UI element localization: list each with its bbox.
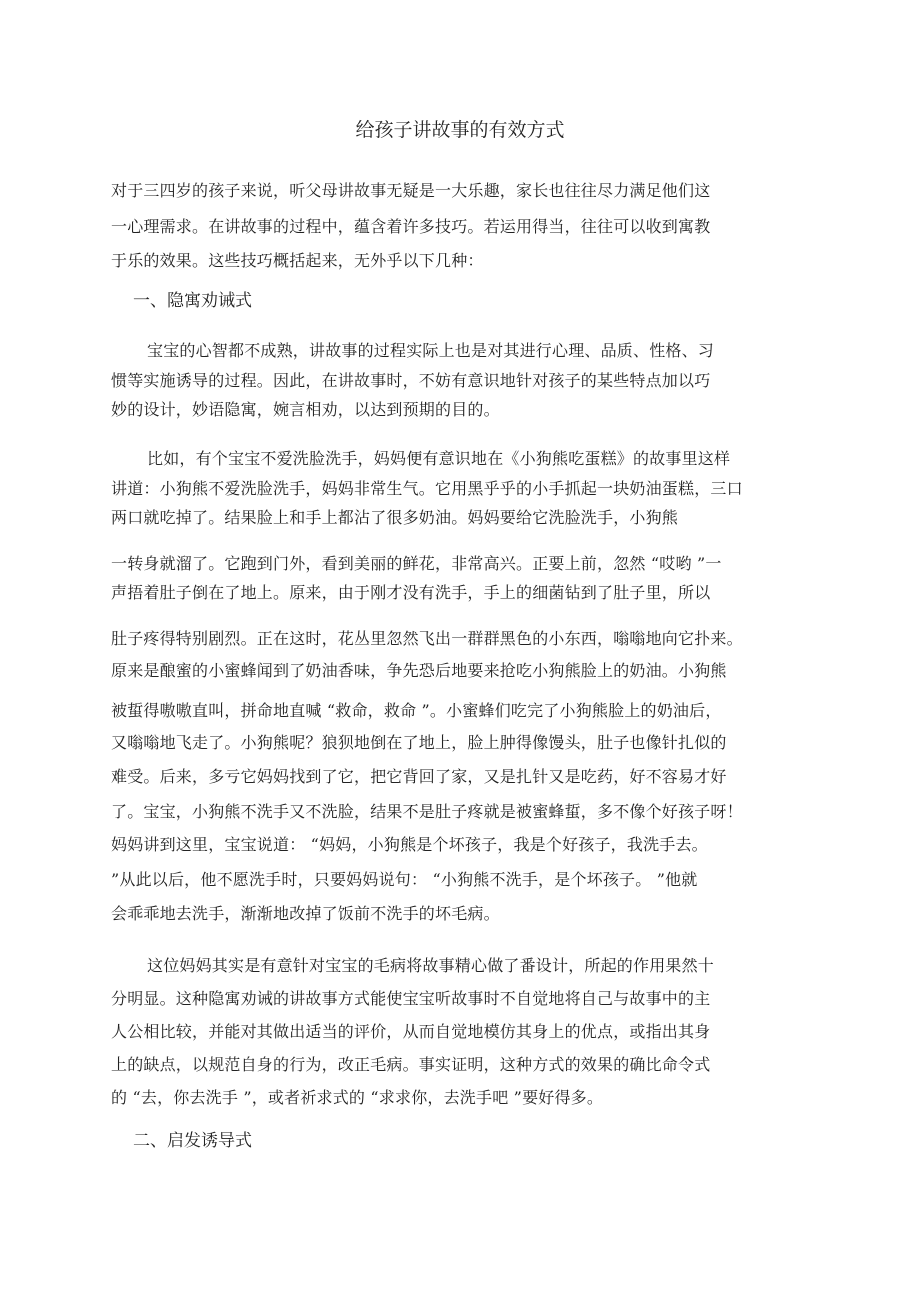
text-line: 又嗡嗡地飞走了。小狗熊呢？狼狈地倒在了地上，脸上肿得像馒头，肚子也像针扎似的 [111, 733, 727, 752]
text-line: 比如，有个宝宝不爱洗脸洗手，妈妈便有意识地在《小狗熊吃蛋糕》的故事里这样 [147, 449, 731, 468]
text-line: 分明显。这种隐寓劝诫的讲故事方式能使宝宝听故事时不自觉地将自己与故事中的主 [111, 989, 711, 1008]
text-line: 这位妈妈其实是有意针对宝宝的毛病将故事精心做了番设计，所起的作用果然十 [147, 956, 715, 975]
text-line: 肚子疼得特别剧烈。正在这时，花丛里忽然飞出一群群黑色的小东西，嗡嗡地向它扑来。 [111, 629, 743, 648]
text-line: 会乖乖地去洗手，渐渐地改掉了饭前不洗手的坏毛病。 [111, 904, 500, 923]
text-line: 上的缺点，以规范自身的行为，改正毛病。事实证明，这种方式的效果的确比命令式 [111, 1055, 711, 1074]
text-line: 两口就吃掉了。结果脸上和手上都沾了很多奶油。妈妈要给它洗脸洗手，小狗熊 [111, 508, 679, 527]
text-line: 妙的设计，妙语隐寓，婉言相劝，以达到预期的目的。 [111, 400, 500, 419]
text-line: 被蜇得嗷嗷直叫，拼命地直喊 “救命，救命 ”。小蜜蜂们吃完了小狗熊脸上的奶油后， [111, 701, 722, 720]
text-line: 声捂着肚子倒在了地上。原来，由于刚才没有洗手，手上的细菌钻到了肚子里，所以 [111, 583, 711, 602]
text-line: 人公相比较，并能对其做出适当的评价，从而自觉地模仿其身上的优点，或指出其身 [111, 1022, 711, 1041]
text-line: 了。宝宝，小狗熊不洗手又不洗脸，结果不是肚子疼就是被蜜蜂蜇，多不像个好孩子呀！ [111, 802, 743, 821]
section-heading-1: 一、隐寓劝诫式 [133, 291, 252, 311]
text-line: 对于三四岁的孩子来说，听父母讲故事无疑是一大乐趣，家长也往往尽力满足他们这 [111, 181, 711, 200]
text-line: 惯等实施诱导的过程。因此，在讲故事时，不妨有意识地针对孩子的某些特点加以巧 [111, 371, 711, 390]
text-line: 原来是酿蜜的小蜜蜂闻到了奶油香味，争先恐后地要来抢吃小狗熊脸上的奶油。小狗熊 [111, 661, 727, 680]
text-line: 宝宝的心智都不成熟，讲故事的过程实际上也是对其进行心理、品质、性格、习 [147, 341, 715, 360]
section-heading-2: 二、启发诱导式 [133, 1131, 252, 1151]
text-line: 妈妈讲到这里，宝宝说道： “妈妈，小狗熊是个坏孩子，我是个好孩子，我洗手去。 [111, 835, 708, 854]
text-line: ”从此以后，他不愿洗手时，只要妈妈说句： “小狗熊不洗手，是个坏孩子。 ”他就 [111, 870, 698, 889]
text-line: 一心理需求。在讲故事的过程中，蕴含着许多技巧。若运用得当，往往可以收到寓教 [111, 217, 711, 236]
text-line: 的 “去，你去洗手 ”，或者祈求式的 “求求你，去洗手吧 ”要好得多。 [111, 1088, 604, 1107]
text-line: 于乐的效果。这些技巧概括起来，无外乎以下几种： [111, 251, 484, 270]
document-title: 给孩子讲故事的有效方式 [355, 119, 565, 141]
text-line: 难受。后来，多亏它妈妈找到了它，把它背回了家，又是扎针又是吃药，好不容易才好 [111, 767, 727, 786]
text-line: 一转身就溜了。它跑到门外，看到美丽的鲜花，非常高兴。正要上前，忽然 “哎哟 ”一 [111, 554, 722, 573]
text-line: 讲道：小狗熊不爱洗脸洗手，妈妈非常生气。它用黑乎乎的小手抓起一块奶油蛋糕，三口 [111, 479, 743, 498]
